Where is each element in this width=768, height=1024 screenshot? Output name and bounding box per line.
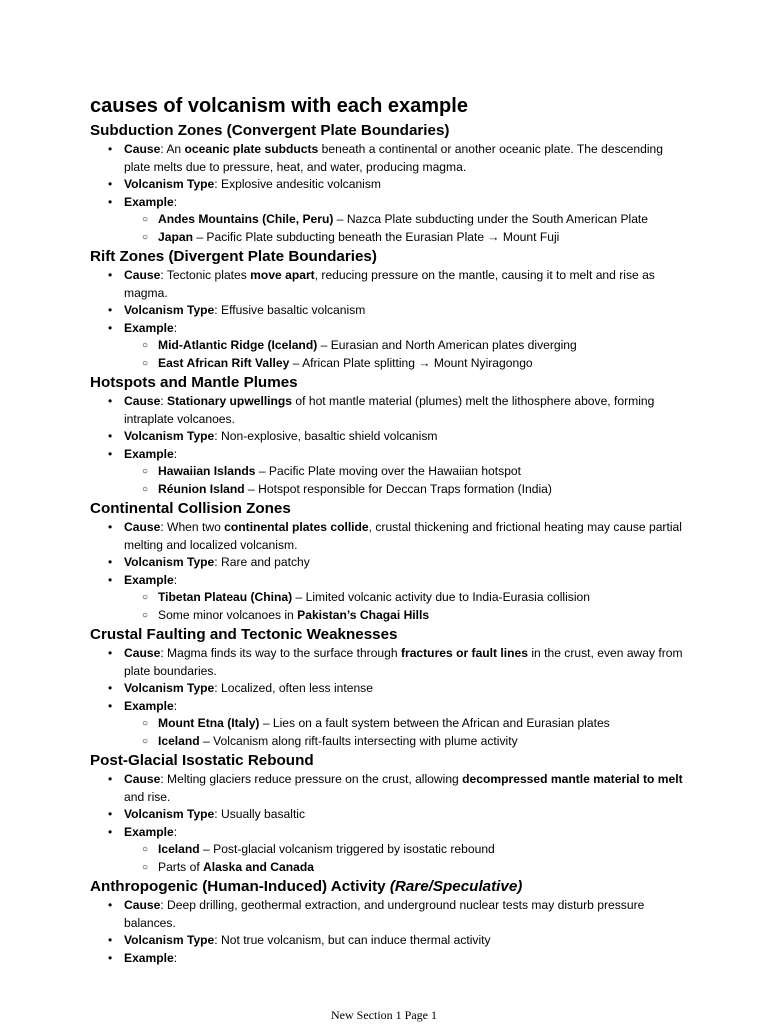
bold-text: Andes Mountains (Chile, Peru)	[158, 212, 334, 226]
section-bullet-list	[90, 771, 690, 876]
section-heading	[90, 624, 690, 645]
bold-text: move apart	[250, 268, 315, 282]
bold-text: Cause	[124, 520, 161, 534]
example-sublist	[124, 337, 690, 372]
example-bullet	[90, 824, 690, 877]
bold-text: decompressed mantle material to melt	[462, 772, 683, 786]
document-title: causes of volcanism with each example	[90, 95, 468, 117]
document-body	[90, 94, 690, 967]
bold-text: continental plates collide	[224, 520, 369, 534]
bold-text: Hawaiian Islands	[158, 464, 256, 478]
example-sublist	[124, 463, 690, 498]
bold-text: Pakistan’s Chagai Hills	[297, 607, 430, 622]
example-item	[90, 859, 690, 877]
text-run: and rise.	[124, 789, 171, 804]
bold-text: Volcanism Type	[124, 429, 215, 443]
text-run: – Pacific Plate moving over the Hawaiian hotspot	[255, 464, 521, 478]
example-bullet	[90, 194, 690, 247]
text-run: – Limited volcanic activity due to India-Eurasia collision	[292, 590, 590, 604]
text-run: : Localized, often less intense	[214, 681, 373, 695]
section-heading-text: Hotspots and Mantle Plumes	[90, 374, 298, 391]
example-item	[90, 733, 690, 751]
bold-text: fractures or fault lines	[400, 646, 528, 660]
text-run: :	[173, 320, 178, 335]
text-run: – African Plate splitting → Mount Nyiragongo	[289, 355, 533, 370]
sections-container	[90, 120, 690, 967]
volcanism-type-bullet	[90, 806, 690, 824]
text-run: : Explosive andesitic volcanism	[214, 177, 381, 191]
example-item	[90, 229, 690, 247]
section-bullet-list	[90, 897, 690, 967]
text-run: : Effusive basaltic volcanism	[214, 303, 366, 317]
section-heading-text: Crustal Faulting and Tectonic Weaknesses	[90, 626, 398, 643]
text-run: :	[173, 698, 178, 713]
example-item	[90, 841, 690, 859]
bold-text: Tibetan Plateau (China)	[158, 590, 293, 604]
example-item	[90, 715, 690, 733]
bold-text: Iceland	[158, 733, 200, 748]
text-run: – Volcanism along rift-faults intersecting with plume activity	[199, 733, 518, 748]
example-bullet	[90, 698, 690, 751]
section-bullet-list	[90, 267, 690, 372]
volcanism-type-bullet	[90, 932, 690, 950]
volcanism-type-bullet	[90, 176, 690, 194]
section-heading-text: Subduction Zones (Convergent Plate Boundaries)	[90, 122, 450, 139]
text-run: beneath a continental or another oceanic plate. The descending plate melts due to pressure, heat, and water, producing magma.	[124, 142, 663, 174]
text-run: Parts of	[158, 859, 204, 874]
cause-bullet	[90, 771, 690, 806]
section-heading	[90, 750, 690, 771]
bold-text: Example	[124, 572, 174, 587]
bold-text: Cause	[124, 142, 161, 156]
example-item	[90, 607, 690, 625]
example-sublist	[124, 841, 690, 876]
section-heading	[90, 372, 690, 393]
text-run: – Eurasian and North American plates diverging	[317, 338, 577, 352]
text-run: :	[173, 572, 178, 587]
text-run: , reducing pressure on the mantle, causing it to melt and rise as magma.	[124, 268, 655, 300]
bold-text: Réunion Island	[158, 481, 245, 496]
page-footer: New Section 1 Page 1	[331, 1008, 437, 1022]
text-run: : Rare and patchy	[214, 555, 310, 569]
bold-text: Example	[124, 194, 174, 209]
text-run: :	[160, 394, 168, 408]
example-bullet	[90, 320, 690, 373]
bold-text: Stationary upwellings	[167, 394, 293, 408]
bold-text: Alaska and Canada	[203, 859, 314, 874]
section-heading	[90, 876, 690, 897]
cause-bullet	[90, 393, 690, 428]
section-bullet-list	[90, 519, 690, 624]
bold-text: Volcanism Type	[124, 177, 215, 191]
text-run: – Post-glacial volcanism triggered by isostatic rebound	[199, 842, 495, 856]
text-run: : Tectonic plates	[160, 268, 251, 282]
example-item	[90, 355, 690, 373]
bold-text: Example	[124, 446, 174, 461]
example-sublist	[124, 715, 690, 750]
bold-text: Cause	[124, 772, 161, 786]
cause-bullet	[90, 897, 690, 932]
example-bullet	[90, 446, 690, 499]
bold-text: Mid-Atlantic Ridge (Iceland)	[158, 338, 318, 352]
volcanism-type-bullet	[90, 302, 690, 320]
example-sublist	[124, 589, 690, 624]
bold-text: Example	[124, 950, 174, 965]
section-bullet-list	[90, 141, 690, 246]
bold-text: Cause	[124, 268, 161, 282]
example-item	[90, 211, 690, 229]
bold-text: Example	[124, 824, 174, 839]
section-heading-text: Continental Collision Zones	[90, 500, 291, 517]
text-run: – Nazca Plate subducting under the South American Plate	[333, 212, 649, 226]
section-heading-text: Rift Zones (Divergent Plate Boundaries)	[90, 248, 377, 265]
text-run: : Deep drilling, geothermal extraction, and underground nuclear tests may disturb pressure balances.	[124, 898, 645, 930]
section-bullet-list	[90, 645, 690, 750]
text-run: : Magma finds its way to the surface through	[160, 646, 401, 660]
text-run: , crustal thickening and frictional heating may cause partial melting and localized volcanism.	[124, 520, 682, 552]
text-run: – Hotspot responsible for Deccan Traps formation (India)	[244, 481, 552, 496]
cause-bullet	[90, 267, 690, 302]
text-run: : When two	[160, 520, 225, 534]
text-run: in the crust, even away from plate boundaries.	[124, 646, 683, 678]
section-heading-italic: (Rare/Speculative)	[389, 878, 523, 895]
text-run: : Usually basaltic	[214, 807, 306, 821]
example-item	[90, 463, 690, 481]
text-run: Some minor volcanoes in	[158, 607, 298, 622]
text-run: :	[173, 446, 178, 461]
example-item	[90, 481, 690, 499]
volcanism-type-bullet	[90, 428, 690, 446]
bold-text: Cause	[124, 898, 161, 912]
section-heading	[90, 498, 690, 519]
example-bullet	[90, 950, 690, 968]
cause-bullet	[90, 519, 690, 554]
section-heading	[90, 246, 690, 267]
bold-text: Japan	[158, 229, 193, 244]
bold-text: Example	[124, 698, 174, 713]
text-run: : Not true volcanism, but can induce thermal activity	[214, 933, 491, 947]
bold-text: Cause	[124, 646, 161, 660]
text-run: – Pacific Plate subducting beneath the Eurasian Plate → Mount Fuji	[192, 229, 560, 244]
text-run: : Non-explosive, basaltic shield volcanism	[214, 429, 438, 443]
example-item	[90, 337, 690, 355]
section-bullet-list	[90, 393, 690, 498]
bold-text: Example	[124, 320, 174, 335]
text-run: – Lies on a fault system between the African and Eurasian plates	[259, 716, 610, 730]
text-run: :	[173, 824, 178, 839]
example-bullet	[90, 572, 690, 625]
section-heading	[90, 120, 690, 141]
bold-text: Volcanism Type	[124, 807, 215, 821]
text-run: : Melting glaciers reduce pressure on the crust, allowing	[160, 772, 463, 786]
example-item	[90, 589, 690, 607]
section-heading-text: Post-Glacial Isostatic Rebound	[90, 752, 314, 769]
bold-text: Mount Etna (Italy)	[158, 716, 260, 730]
text-run: :	[173, 194, 178, 209]
bold-text: Volcanism Type	[124, 681, 215, 695]
volcanism-type-bullet	[90, 680, 690, 698]
cause-bullet	[90, 645, 690, 680]
cause-bullet	[90, 141, 690, 176]
bold-text: East African Rift Valley	[158, 355, 290, 370]
section-heading-text: Anthropogenic (Human-Induced) Activity	[90, 878, 386, 895]
example-sublist	[124, 211, 690, 246]
bold-text: Cause	[124, 394, 161, 408]
text-run: :	[173, 950, 178, 965]
bold-text: oceanic plate subducts	[184, 142, 319, 156]
bold-text: Volcanism Type	[124, 933, 215, 947]
volcanism-type-bullet	[90, 554, 690, 572]
text-run: of hot mantle material (plumes) melt the lithosphere above, forming intraplate volcanoes.	[124, 394, 655, 426]
bold-text: Iceland	[158, 842, 200, 856]
text-run: : An	[160, 142, 185, 156]
bold-text: Volcanism Type	[124, 303, 215, 317]
bold-text: Volcanism Type	[124, 555, 215, 569]
